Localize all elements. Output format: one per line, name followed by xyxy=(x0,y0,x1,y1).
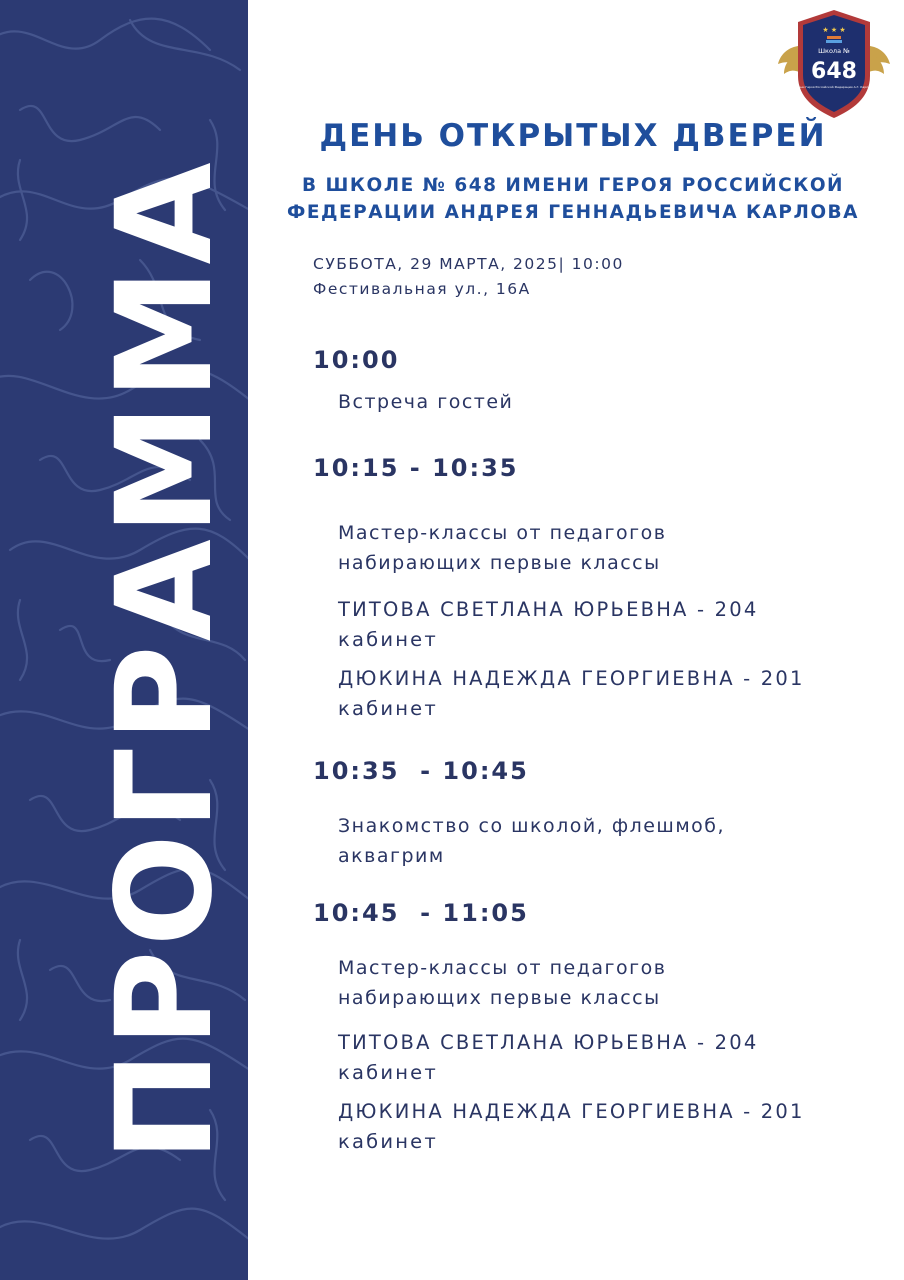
sidebar-panel xyxy=(0,0,248,1280)
teacher-entry xyxy=(338,595,758,654)
subtitle-line: ФЕДЕРАЦИИ АНДРЕЯ ГЕННАДЬЕВИЧА КАРЛОВА xyxy=(287,202,859,223)
page-subtitle xyxy=(280,172,866,226)
teacher-room: кабинет xyxy=(338,627,438,651)
page-title: ДЕНЬ ОТКРЫТЫХ ДВЕРЕЙ xyxy=(319,118,827,154)
emblem-number: 648 xyxy=(811,59,857,84)
event-info xyxy=(313,252,624,302)
teacher-room: кабинет xyxy=(338,1060,438,1084)
schedule-time: 10:45 - 11:05 xyxy=(313,899,529,927)
teacher-name: ДЮКИНА НАДЕЖДА ГЕОРГИЕВНА - 201 xyxy=(338,667,805,690)
teacher-name: ДЮКИНА НАДЕЖДА ГЕОРГИЕВНА - 201 xyxy=(338,1100,805,1123)
schedule-description: Встреча гостей xyxy=(338,391,514,413)
vertical-title: ПРОГРАММА xyxy=(88,158,242,1162)
subtitle-line: В ШКОЛЕ № 648 ИМЕНИ ГЕРОЯ РОССИЙСКОЙ xyxy=(301,175,845,196)
school-emblem xyxy=(776,6,892,122)
teacher-name: ТИТОВА СВЕТЛАНА ЮРЬЕВНА - 204 xyxy=(338,598,759,621)
schedule-description: Мастер-классы от педагогов набирающих первые классы xyxy=(338,522,667,574)
teacher-name: ТИТОВА СВЕТЛАНА ЮРЬЕВНА - 204 xyxy=(338,1031,759,1054)
emblem-school-label: Школа № xyxy=(818,47,850,55)
teacher-room: кабинет xyxy=(338,1129,438,1153)
schedule-time: 10:35 - 10:45 xyxy=(313,757,529,785)
teacher-entry xyxy=(338,1097,805,1156)
schedule-description: Мастер-классы от педагогов набирающих первые классы xyxy=(338,957,667,1009)
teacher-room: кабинет xyxy=(338,696,438,720)
schedule-time: 10:00 xyxy=(313,346,400,374)
teacher-entry xyxy=(338,1028,758,1087)
schedule-time: 10:15 - 10:35 xyxy=(313,454,519,482)
svg-text:★ ★ ★: ★ ★ ★ xyxy=(822,26,846,34)
event-datetime: СУББОТА, 29 МАРТА, 2025| 10:00 xyxy=(313,255,624,273)
schedule-description: Знакомство со школой, флешмоб, аквагрим xyxy=(338,815,726,867)
teacher-entry xyxy=(338,664,805,723)
event-address: Фестивальная ул., 16А xyxy=(313,280,531,298)
emblem-caption: имени Героя Российской Федерации А.Г. Карлова xyxy=(794,85,874,89)
